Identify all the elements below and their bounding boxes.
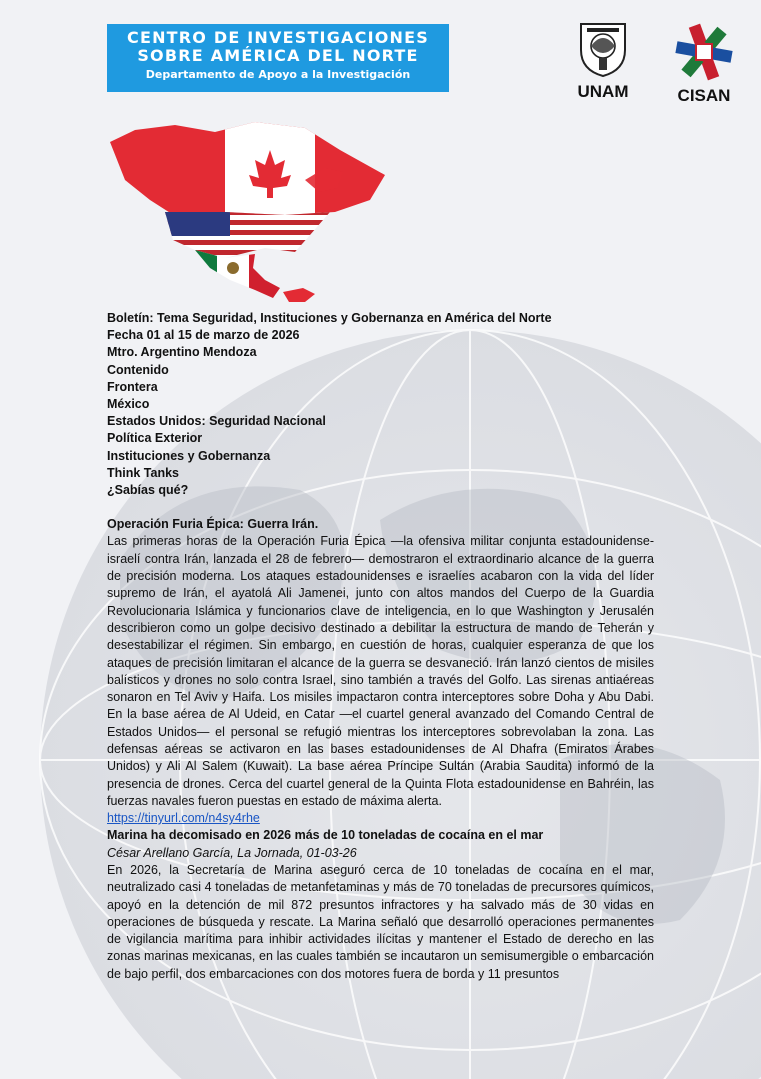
bulletin-content [107,310,654,983]
unam-logo [570,20,636,106]
article-2-title: Marina ha decomisado en 2026 más de 10 toneladas de cocaína en el mar [107,828,544,843]
banner-line-1: CENTRO DE INVESTIGACIONES [127,28,429,47]
bulletin-title: Boletín: Tema Seguridad, Instituciones y Gobernanza en América del Norte [107,311,552,325]
central-america-shape [283,288,315,302]
unam-label: UNAM [577,82,629,101]
toc-item-seguridad-nacional[interactable]: Estados Unidos: Seguridad Nacional [107,414,326,429]
toc-item-instituciones[interactable]: Instituciones y Gobernanza [107,448,271,463]
contents-label: Contenido [107,362,169,377]
toc-item-think-tanks[interactable]: Think Tanks [107,465,180,480]
north-america-flag-map [105,120,395,310]
banner-line-2: SOBRE AMÉRICA DEL NORTE [137,46,419,65]
banner-department: Departamento de Apoyo a la Investigación [145,68,411,81]
article-1-link[interactable]: https://tinyurl.com/n4sy4rhe [107,811,260,826]
canada-flag [105,120,395,220]
toc-item-frontera[interactable]: Frontera [107,379,158,394]
toc-item-sabias-que[interactable]: ¿Sabías qué? [107,483,189,498]
cisan-emblem-icon [671,22,737,82]
cisan-logo [665,22,743,106]
cisan-label: CISAN [677,86,731,105]
article-1-body: Las primeras horas de la Operación Furia Épica —la ofensiva militar conjunta estadounidense-israelí contra Irán, lanzada el 28 de febrero— demostraron el extraordinario alcance de la guerra de precisión moderna. Los ataques estadounidenses e israelíes acabaron con la vida del líder supremo de Irán, el ayatolá Ali Jamenei, junto con altos mandos del Cuerpo de la Guardia Revolucionaria Islámica y funcionarios clave de inteligencia, en lo que Washington y Jerusalén describieron como un golpe decisivo destinado a debilitar la estructura de mando de Teherán y desestabilizar el régimen. Sin embargo, en cuestión de horas, cualquier esperanza de que los ataques de precisión limitaran el alcance de la guerra se desvaneció. Irán lanzó cientos de misiles balísticos y drones no solo contra Israel, sino también a través del Golfo. Las sirenas antiaéreas sonaron en Tel Aviv y Haifa. Los misiles impactaron contra interceptores sobre Doha y Abu Dabi. En la base aérea de Al Udeid, en Catar —el cuartel general avanzado del Comando Central de Estados Unidos— el personal se refugió mientras los interceptores sobrevolaban la zona. Las defensas aéreas se activaron en las bases estadounidenses de Al Dhafra (Emiratos Árabes Unidos) y Ali Al Salem (Kuwait). La base aérea Príncipe Sultán (Arabia Saudita) informó de la presencia de drones. Cerca del cuartel general de la Quinta Flota estadounidense en Bahréin, las fuerzas navales fueron puestas en estado de máxima alerta. [107,534,654,808]
article-1-title: Operación Furia Épica: Guerra Irán. [107,517,319,532]
toc-item-mexico[interactable]: México [107,397,150,412]
bulletin-author: Mtro. Argentino Mendoza [107,345,257,360]
article-2-body: En 2026, la Secretaría de Marina aseguró cerca de 10 toneladas de cocaína en el mar, neutralizado casi 4 toneladas de metanfetaminas y más de 70 toneladas de precursores químicos, apoyó en la detención de mil 872 presuntos infractores y ha salvado más de 30 vidas en operaciones de búsqueda y rescate. La Marina señaló que desarrolló operaciones permanentes de vigilancia marítima para inhibir actividades ilícitas y mantener el Estado de derecho en las zonas marinas mexicanas, en las cuales también se incautaron un semisumergible o embarcación de bajo perfil, dos embarcaciones con dos motores fuera de borda y 11 presuntos [107,862,654,981]
toc-item-politica-exterior[interactable]: Política Exterior [107,431,203,446]
unam-crest-icon [577,20,629,78]
institution-banner [107,24,449,92]
bulletin-date: Fecha 01 al 15 de marzo de 2026 [107,328,300,343]
article-2-byline: César Arellano García, La Jornada, 01-03-26 [107,845,357,860]
